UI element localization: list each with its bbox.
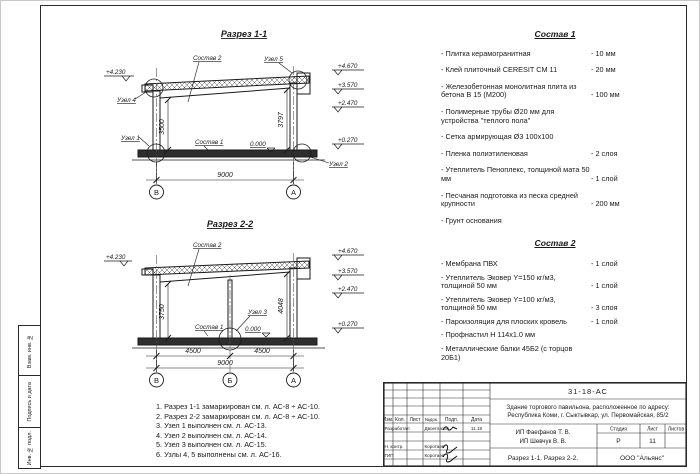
stage-header: Стадия xyxy=(609,426,628,433)
leader-uzel1 xyxy=(139,137,149,146)
section-2-title: Разрез 2-2 xyxy=(206,219,254,229)
sheet-value: 11 xyxy=(649,438,656,445)
client-name: ИП Шевчук В. В. xyxy=(519,438,567,445)
elev-mark: +4.230 xyxy=(106,69,126,76)
elev-mark: +2.470 xyxy=(338,100,358,107)
leader-sostav1 xyxy=(204,331,208,336)
stamp-label: Инв. № подл. xyxy=(26,430,33,466)
elev-mark: +4.670 xyxy=(338,248,358,255)
section-1-structure xyxy=(132,73,325,160)
elev-mark: +3.570 xyxy=(338,82,358,89)
person-name: Коротаев xyxy=(424,444,445,449)
drawing-subtitle: Разрез 1-1. Разрез 2-2. xyxy=(507,455,579,462)
list-item: - Утеплитель Пеноплекс, толщиной мата 50 мм - 1 слой xyxy=(441,165,618,183)
leader-uzel4 xyxy=(135,92,146,99)
note-line: 2. Разрез 2-2 замаркирован см. л. АС-8 ÷ АС-10. xyxy=(156,411,320,421)
list-item: - Пароизоляция для плоских кровель - 1 слой xyxy=(441,316,618,326)
label-sostav1: Состав 1 xyxy=(195,324,224,331)
company-name: ООО "Альянс" xyxy=(619,455,665,462)
col-header: Лист xyxy=(409,417,421,423)
label-zero-level: 0.000 xyxy=(250,141,266,148)
list-item: - Утеплитель Эковер Y=100 кг/м3, толщиной 50 мм - 3 слоя xyxy=(441,294,618,313)
section-1-drawing xyxy=(42,10,387,200)
sheet-header: Лист xyxy=(647,426,658,433)
elev-mark: +0.270 xyxy=(338,321,358,328)
doc-number: 31-18-АС xyxy=(568,387,608,396)
leader-uzel5 xyxy=(279,63,292,73)
composition-lists xyxy=(441,30,669,367)
client-name: ИП Фаефанов Т. В. xyxy=(515,429,571,436)
note-line: 5. Узел 3 выполнен см. л. АС-15. xyxy=(156,440,267,450)
axis-letter: В xyxy=(153,375,160,385)
floor-slab xyxy=(138,338,317,345)
stamp-label: Взам. инв. № xyxy=(26,333,33,369)
sheets-header: Листов xyxy=(667,426,685,433)
label-zero-level: 0.000 xyxy=(245,326,261,333)
sostav1-title: Состав 1 xyxy=(534,29,576,39)
axis-letter: А xyxy=(290,375,297,385)
list-item: - Мембрана ПВХ - 1 слой xyxy=(441,258,618,268)
col-header: Подп. xyxy=(444,417,459,423)
col-header: Дата xyxy=(470,417,483,423)
list-item: - Утеплитель Эковер Y=150 кг/м3, толщиной 50 мм - 1 слой xyxy=(441,272,618,291)
stamp-cell-podpis xyxy=(18,375,41,429)
list-item: - Сетка армирующая Ø3 100x100 xyxy=(441,132,554,142)
note-line: 3. Узел 1 выполнен см. л. АС-13. xyxy=(156,421,267,431)
col-header: Кол. xyxy=(395,417,405,423)
role-label: Н. контр. xyxy=(384,444,404,449)
label-sostav2: Состав 2 xyxy=(193,242,222,249)
section-2-structure xyxy=(132,258,325,348)
dim-height-right: 3797 xyxy=(278,112,285,128)
dim-height-right: 4048 xyxy=(278,298,285,314)
signature-rows xyxy=(385,426,483,462)
list-item: - Железобетонная монолитная плита из бетона В 15 (М200) - 100 мм xyxy=(441,81,620,100)
label-uzel1: Узел 1 xyxy=(121,135,140,142)
label-sostav2: Состав 2 xyxy=(193,55,222,62)
note-line: 6. Узлы 4, 5 выполнены см. л. АС-16. xyxy=(156,449,282,459)
dim-bay-left: 4500 xyxy=(185,348,201,355)
axis-bubbles xyxy=(150,373,301,387)
list-item: - Металлические балки 45Б2 (с торцов 20Б1) xyxy=(441,344,573,362)
project-description-line2: Республика Коми, г. Сыктывкар, ул. Первомайская, 85/2 xyxy=(507,412,669,419)
section-1-title: Разрез 1-1 xyxy=(220,29,268,39)
stage-value: Р xyxy=(616,438,621,445)
dim-bay-right: 4500 xyxy=(254,348,270,355)
note-line: 4. Узел 2 выполнен см. л. АС-14. xyxy=(156,430,267,440)
label-sostav1: Состав 1 xyxy=(195,139,224,146)
title-block-header-row xyxy=(383,417,483,423)
list-item: - Грунт основания xyxy=(441,215,502,225)
elev-mark: +0.270 xyxy=(338,137,358,144)
label-uzel3: Узел 3 xyxy=(248,309,267,316)
elev-mark: +4.670 xyxy=(338,63,358,70)
axis-letter: Б xyxy=(227,375,233,385)
stamp-cell-vzam xyxy=(18,325,41,377)
dim-height-left: 3750 xyxy=(159,304,166,320)
date-value: 11.19 xyxy=(470,426,483,431)
sostav2-title: Состав 2 xyxy=(534,238,576,249)
list-item: - Профнастил Н 114x1.0 мм xyxy=(441,330,536,340)
label-uzel2: Узел 2 xyxy=(329,161,348,168)
elev-mark: +4.230 xyxy=(106,254,126,261)
elev-mark: +2.470 xyxy=(338,286,358,293)
col-header: №док. xyxy=(424,417,439,422)
role-label: Разработал xyxy=(384,426,410,431)
dim-width: 9000 xyxy=(217,172,233,179)
list-item: - Клей плиточный CERESIT СМ 11 - 20 мм xyxy=(441,65,616,75)
list-item: - Песчаная подготовка из песка средней крупности - 200 мм xyxy=(441,190,620,209)
project-description-line1: Здание торгового павильона, расположенное по адресу: xyxy=(506,404,670,411)
stamp-cell-inv xyxy=(18,427,41,469)
list-item: - Пленка полиэтиленовая - 2 слоя xyxy=(441,148,618,158)
leader-sostav1 xyxy=(204,146,208,150)
section-2-drawing xyxy=(42,200,387,392)
elev-mark: +3.570 xyxy=(338,268,358,275)
dim-width: 9000 xyxy=(217,360,233,367)
label-uzel5: Узел 5 xyxy=(264,56,283,63)
stamp-label: Подпись и дата xyxy=(26,382,33,422)
axis-letter: А xyxy=(290,187,297,197)
col-header: Изм. xyxy=(382,417,394,423)
list-item: - Полимерные трубы Ø20 мм для устройства "теплого пола" xyxy=(441,106,555,125)
section-2-elevations xyxy=(104,248,364,333)
person-name: Коротаев xyxy=(424,453,445,458)
stage-sheet-cells xyxy=(610,427,684,445)
label-uzel4: Узел 4 xyxy=(117,97,136,104)
title-block xyxy=(383,382,687,467)
notes-list xyxy=(156,402,320,460)
dim-height-left: 3500 xyxy=(159,119,166,135)
person-name: Двоеглазов xyxy=(424,426,449,431)
section-1-elevations xyxy=(104,63,364,149)
list-item: - Плитка керамогранитная - 10 мм xyxy=(441,48,616,58)
role-label: ГИП xyxy=(384,453,394,458)
axis-bubbles xyxy=(150,185,301,199)
note-line: 1. Разрез 1-1 замаркирован см. л. АС-8 ÷ АС-10. xyxy=(156,402,320,411)
axis-letter: В xyxy=(153,187,160,197)
